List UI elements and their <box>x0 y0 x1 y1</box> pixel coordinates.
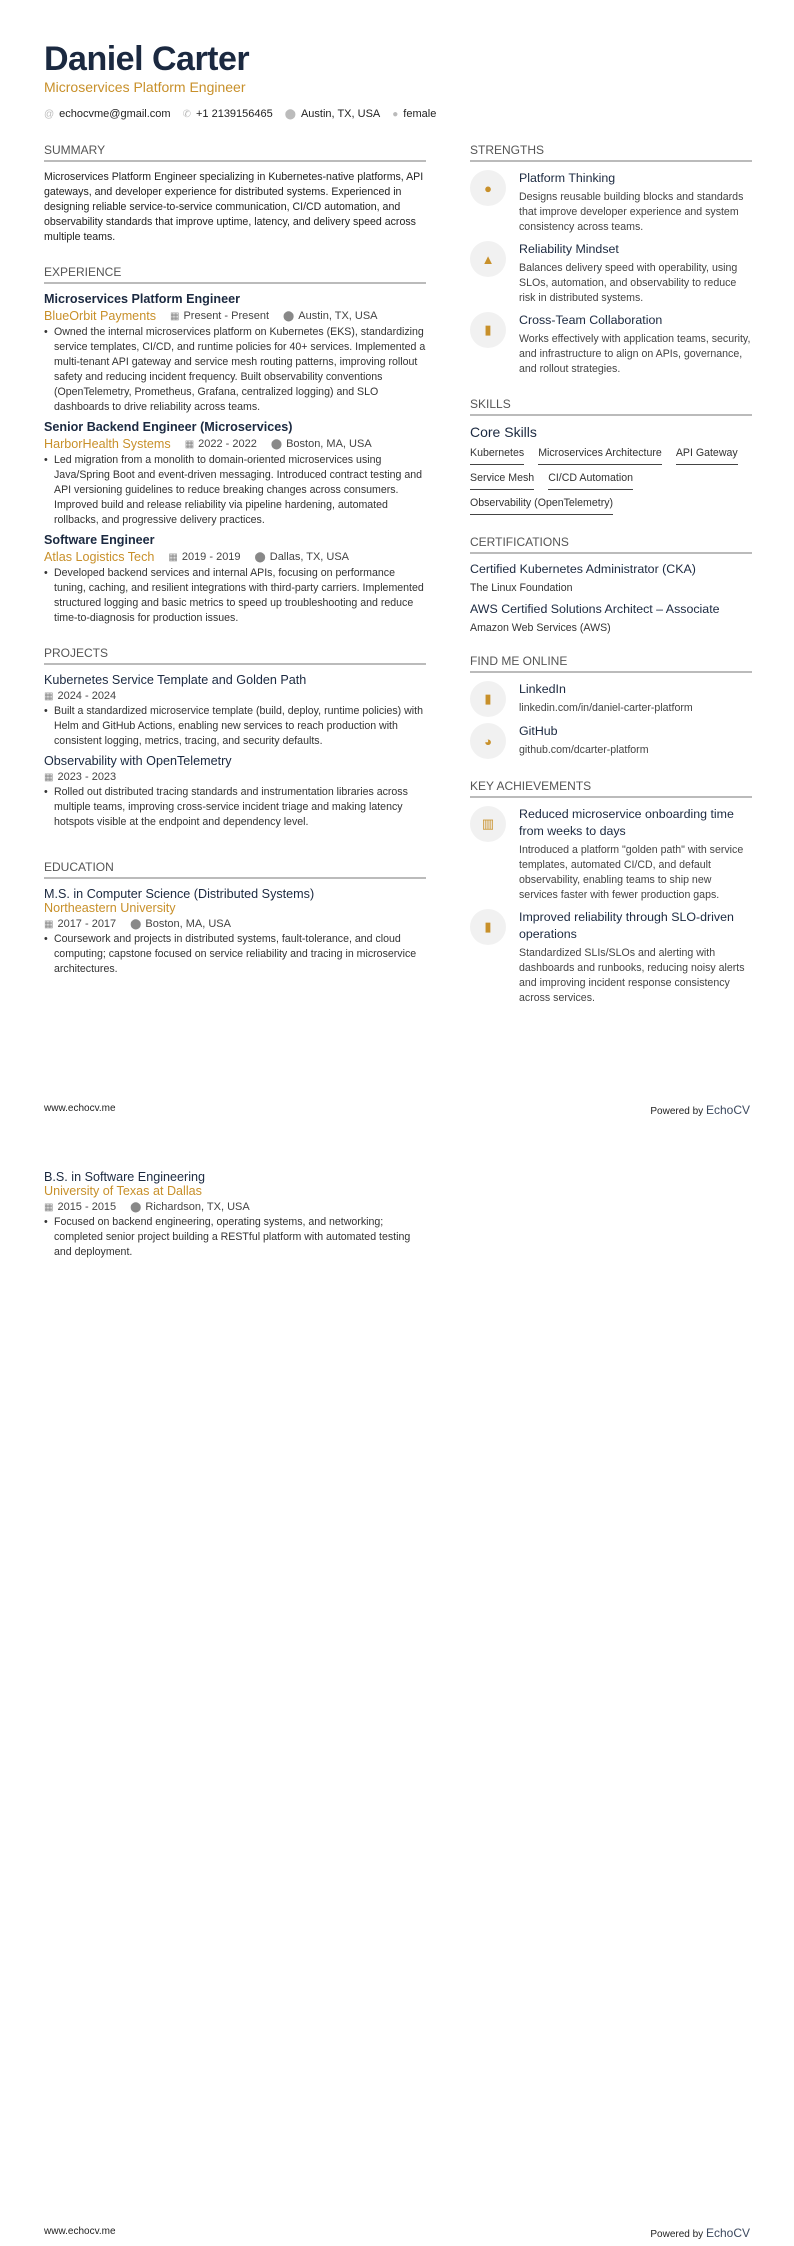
location-icon: ⬤ <box>130 919 142 930</box>
left-column-page-2 <box>44 1165 426 1260</box>
bullet-item <box>44 785 426 830</box>
location-text: Dallas, TX, USA <box>269 551 350 563</box>
footer-powered-by <box>650 1103 750 1117</box>
achievement-desc: Standardized SLIs/SLOs and alerting with dashboards and runbooks, reducing noisy alerts and improving incident response consistency across services. <box>519 947 745 1004</box>
projects-heading: PROJECTS <box>44 646 426 665</box>
bullet-text: Developed backend services and internal APIs, focusing on performance tuning, caching, and resilient integrations with third-party carriers. Implemented structured logging and basic metrics to speed up troubleshooting and reduce time-to-diagnosis for production issues. <box>54 567 424 624</box>
calendar-icon: ▦ <box>168 552 178 563</box>
contact-item <box>392 108 436 120</box>
profile-desc[interactable]: linkedin.com/in/daniel-carter-platform <box>519 702 693 714</box>
bullet-dot: • <box>44 933 48 945</box>
strengths-section <box>470 143 752 377</box>
document-icon: ▮ <box>470 681 506 717</box>
bullet-text: Owned the internal microservices platform on Kubernetes (EKS), standardizing service templates, CI/CD, and runtime policies for 40+ services. Implemented a multi-tenant API gateway and service mesh routing patterns, improving rollout safety and reducing incident frequency. Built observability conventions (OpenTelemetry, Prometheus, Grafana, centralized logging) and SLO dashboards to drive reliability across teams. <box>54 326 426 413</box>
bullet-item <box>44 566 426 626</box>
strength-body <box>519 241 752 306</box>
contact-item <box>183 108 273 120</box>
right-column <box>470 143 752 1026</box>
cert-issuer: Amazon Web Services (AWS) <box>470 622 611 634</box>
skill-tag: Kubernetes <box>470 444 524 465</box>
contact-user[interactable]: female <box>403 108 437 120</box>
contact-location[interactable]: Austin, TX, USA <box>300 108 381 120</box>
company-name: HarborHealth Systems <box>44 437 171 451</box>
location <box>255 551 349 563</box>
job-title: Senior Backend Engineer (Microservices) <box>44 420 293 434</box>
location-icon: ⬤ <box>130 1202 142 1213</box>
projects-section <box>44 646 426 830</box>
profile-item <box>470 723 752 759</box>
strength-desc: Designs reusable building blocks and standards that improve developer experience and system consistency across teams. <box>519 191 744 233</box>
certifications-section <box>470 535 752 634</box>
skill-tag: API Gateway <box>676 444 738 465</box>
footer-site-link[interactable]: www.echocv.me <box>44 2226 116 2237</box>
skill-tag: CI/CD Automation <box>548 469 633 490</box>
skill-tag: Microservices Architecture <box>538 444 662 465</box>
contact-item <box>44 108 171 120</box>
bullet-text: Rolled out distributed tracing standards and instrumentation libraries across multiple teams, improving cross-service incident triage and making latency hotspots visible at the endpoint and dependency level. <box>54 786 408 828</box>
left-column <box>44 143 426 997</box>
achievement-item <box>470 909 752 1006</box>
pie-chart-icon: ◕ <box>470 723 506 759</box>
location <box>130 918 231 930</box>
contact-phone[interactable]: +1 2139156465 <box>195 108 273 120</box>
user-icon: ● <box>392 109 399 120</box>
profile-desc[interactable]: github.com/dcarter-platform <box>519 744 649 756</box>
bullet-item <box>44 932 426 977</box>
bullet-dot: • <box>44 326 48 338</box>
find-me-online-section <box>470 654 752 759</box>
cert-name: AWS Certified Solutions Architect – Associate <box>470 602 720 616</box>
powered-label: Powered by <box>650 1106 704 1117</box>
footer-powered-by <box>650 2226 750 2240</box>
key-achievements-section <box>470 779 752 1006</box>
job-title: Microservices Platform Engineer <box>44 292 240 306</box>
skill-group-title: Core Skills <box>470 424 537 440</box>
dates: 2019 - 2019 <box>181 551 241 563</box>
location <box>130 1201 250 1213</box>
location <box>271 438 372 450</box>
document-icon: ▮ <box>470 909 506 945</box>
powered-label: Powered by <box>650 2229 704 2240</box>
calendar-icon: ▦ <box>184 439 195 450</box>
profile-body <box>519 681 693 717</box>
skill-tag: Observability (OpenTelemetry) <box>470 494 613 515</box>
dates: Present - Present <box>183 310 270 322</box>
company-name: BlueOrbit Payments <box>44 309 156 323</box>
summary-heading: SUMMARY <box>44 143 426 162</box>
achievement-desc: Introduced a platform "golden path" with service templates, automated CI/CD, and default observability, enabling teams to ship new services faster with fewer production gaps. <box>519 844 744 901</box>
achievement-item <box>470 806 752 903</box>
bullet-dot: • <box>44 1216 48 1228</box>
meta-row <box>44 771 426 783</box>
date-range <box>170 310 269 322</box>
location-icon: ⬤ <box>283 311 295 322</box>
bullet-dot: • <box>44 705 48 717</box>
brand-logo[interactable]: EchoCV <box>705 1103 750 1117</box>
bank-icon: ▥ <box>470 806 506 842</box>
calendar-icon: ▦ <box>44 772 54 783</box>
calendar-icon: ▦ <box>44 1202 54 1213</box>
bullet-item <box>44 453 426 528</box>
graduation-cap-icon: ▲ <box>470 241 506 277</box>
location-icon: ⬤ <box>284 109 296 120</box>
candidate-role: Microservices Platform Engineer <box>44 79 246 95</box>
bullet-dot: • <box>44 567 48 579</box>
summary-section <box>44 143 426 245</box>
coin-icon: ● <box>470 170 506 206</box>
achievement-body <box>519 909 752 1006</box>
company-name: Atlas Logistics Tech <box>44 550 155 564</box>
achievement-body <box>519 806 752 903</box>
contact-item <box>285 108 380 120</box>
location-icon: ⬤ <box>254 552 266 563</box>
strength-item <box>470 241 752 306</box>
location-icon: ⬤ <box>270 439 283 450</box>
location-text: Austin, TX, USA <box>298 310 378 322</box>
strength-title: Platform Thinking <box>519 171 616 185</box>
cert-name: Certified Kubernetes Administrator (CKA) <box>470 562 696 576</box>
candidate-name: Daniel Carter <box>44 40 250 78</box>
degree: M.S. in Computer Science (Distributed Systems) <box>44 887 315 901</box>
location-text: Boston, MA, USA <box>286 438 372 450</box>
bullet-item <box>44 325 426 415</box>
find-me-online-heading: FIND ME ONLINE <box>470 654 752 673</box>
date-range <box>44 1201 116 1213</box>
skills-heading: SKILLS <box>470 397 752 416</box>
meta-row <box>44 437 426 451</box>
meta-row <box>44 1201 426 1213</box>
strength-desc: Balances delivery speed with operability, using SLOs, automation, and observability to reduce risk in distributed systems. <box>519 262 738 304</box>
calendar-icon: ▦ <box>44 919 54 930</box>
date-range <box>44 771 116 783</box>
footer-site-link[interactable]: www.echocv.me <box>44 1103 116 1114</box>
calendar-icon: ▦ <box>170 311 180 322</box>
degree: B.S. in Software Engineering <box>44 1170 206 1184</box>
location-text: Richardson, TX, USA <box>145 1201 250 1213</box>
cert-issuer: The Linux Foundation <box>470 582 573 594</box>
bullet-text: Focused on backend engineering, operating systems, and networking; completed senior project building a RESTful platform with automated testing and deployment. <box>54 1216 411 1258</box>
education-section <box>44 860 426 977</box>
summary-text: Microservices Platform Engineer specializing in Kubernetes-native platforms, API gateways, and developer experience for distributed systems. Experienced in designing reliable service-to-service communication, CI/CD automation, and observability standards that improve uptime, latency, and delivery speed across multiple teams. <box>44 171 424 243</box>
bullet-text: Built a standardized microservice template (build, deploy, runtime policies) with Helm and GitHub Actions, enabling new services to reach production with consistent logging, metrics, tracing, and security defaults. <box>54 705 423 747</box>
experience-heading: EXPERIENCE <box>44 265 426 284</box>
profile-title[interactable]: GitHub <box>519 724 558 738</box>
dates: 2017 - 2017 <box>57 918 117 930</box>
education-heading: EDUCATION <box>44 860 426 879</box>
dates: 2024 - 2024 <box>57 690 117 702</box>
document-icon: ▮ <box>470 312 506 348</box>
brand-logo[interactable]: EchoCV <box>705 2226 750 2240</box>
skills-section <box>470 397 752 515</box>
certifications-heading: CERTIFICATIONS <box>470 535 752 554</box>
school-name: Northeastern University <box>44 901 176 915</box>
strength-item <box>470 170 752 235</box>
date-range <box>44 918 116 930</box>
experience-section <box>44 265 426 626</box>
meta-row <box>44 690 426 702</box>
strength-title: Reliability Mindset <box>519 242 619 256</box>
at-icon: @ <box>44 109 55 120</box>
dates: 2015 - 2015 <box>57 1201 117 1213</box>
key-achievements-heading: KEY ACHIEVEMENTS <box>470 779 752 798</box>
strengths-heading: STRENGTHS <box>470 143 752 162</box>
strength-item <box>470 312 752 377</box>
location-text: Boston, MA, USA <box>145 918 231 930</box>
date-range <box>44 690 116 702</box>
strength-desc: Works effectively with application teams, security, and infrastructure to align on APIs, governance, and rollout strategies. <box>519 333 751 375</box>
profile-title[interactable]: LinkedIn <box>519 682 566 696</box>
bullet-dot: • <box>44 786 48 798</box>
date-range <box>168 551 240 563</box>
dates: 2023 - 2023 <box>57 771 117 783</box>
calendar-icon: ▦ <box>44 691 54 702</box>
profile-item <box>470 681 752 717</box>
contact-at[interactable]: echocvme@gmail.com <box>59 108 171 120</box>
strength-body <box>519 312 752 377</box>
meta-row <box>44 550 426 564</box>
strength-body <box>519 170 752 235</box>
achievement-title: Reduced microservice onboarding time from weeks to days <box>519 807 734 838</box>
bullet-dot: • <box>44 454 48 466</box>
strength-title: Cross-Team Collaboration <box>519 313 663 327</box>
bullet-text: Led migration from a monolith to domain-oriented microservices using Java/Spring Boot and event-driven messaging. Introduced contract testing and API versioning guidelines to reduce breaking changes across consumers. Improved build and release reliability via pipeline hardening, automated rollbacks, and progressive delivery practices. <box>54 454 423 526</box>
job-title: Software Engineer <box>44 533 155 547</box>
profile-body <box>519 723 649 759</box>
project-title: Observability with OpenTelemetry <box>44 754 232 768</box>
meta-row <box>44 309 426 323</box>
resume-page-2 <box>0 1123 794 2246</box>
location <box>283 310 377 322</box>
bullet-item <box>44 704 426 749</box>
school-name: University of Texas at Dallas <box>44 1184 202 1198</box>
bullet-text: Coursework and projects in distributed systems, fault-tolerance, and cloud computing; capstone focused on service reliability and tracing in microservice architectures. <box>54 933 417 975</box>
meta-row <box>44 918 426 930</box>
phone-icon: ✆ <box>182 109 191 120</box>
skill-tag: Service Mesh <box>470 469 534 490</box>
project-title: Kubernetes Service Template and Golden Path <box>44 673 307 687</box>
bullet-item <box>44 1215 426 1260</box>
contact-row <box>44 108 436 120</box>
achievement-title: Improved reliability through SLO-driven operations <box>519 910 734 941</box>
dates: 2022 - 2022 <box>198 438 257 450</box>
date-range <box>185 438 257 450</box>
skill-tags <box>470 444 752 515</box>
